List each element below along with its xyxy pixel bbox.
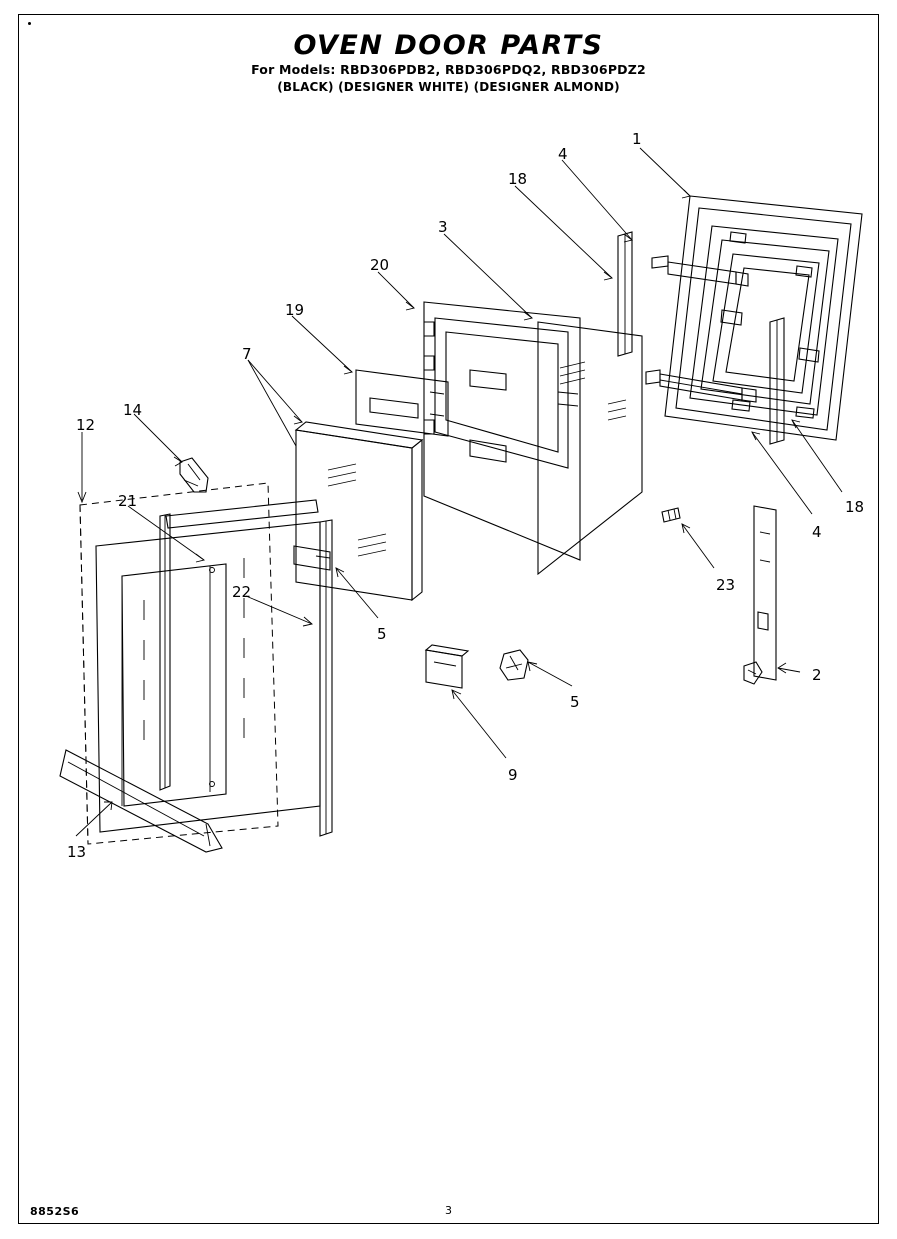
- callout-18-upper: 18: [508, 170, 528, 188]
- part-door-handle-upper: [652, 256, 748, 286]
- part-trim-strip-left: [618, 232, 632, 356]
- part-hinge-2: [744, 506, 776, 684]
- callout-7: 7: [242, 345, 252, 363]
- callout-5-left: 5: [377, 625, 387, 643]
- part-clip-14: [180, 458, 208, 492]
- callout-5-right: 5: [570, 693, 580, 711]
- part-top-rail: [166, 500, 318, 528]
- part-door-handle-front: [60, 750, 222, 852]
- footer-document-code: 8852S6: [30, 1205, 80, 1218]
- callout-9: 9: [508, 766, 518, 784]
- callout-23: 23: [716, 576, 736, 594]
- footer-page-number: 3: [445, 1204, 452, 1217]
- callout-12: 12: [76, 416, 96, 434]
- callout-14: 14: [123, 401, 143, 419]
- callout-19: 19: [285, 301, 305, 319]
- callout-4-lower: 4: [812, 523, 822, 541]
- part-side-rail-left: [160, 514, 170, 790]
- callout-20: 20: [370, 256, 390, 274]
- part-clip-5: [500, 650, 528, 680]
- callout-3: 3: [438, 218, 448, 236]
- part-inner-door-liner: [424, 302, 580, 560]
- models-line: For Models: RBD306PDB2, RBD306PDQ2, RBD306PDZ2: [251, 62, 646, 77]
- callout-18-lower: 18: [845, 498, 865, 516]
- part-pin-23: [662, 508, 680, 522]
- part-outer-glass: [294, 422, 422, 600]
- callout-1: 1: [632, 130, 642, 148]
- callout-4-upper: 4: [558, 145, 568, 163]
- callout-13: 13: [67, 843, 87, 861]
- part-middle-glass: [538, 322, 642, 574]
- part-door-inner-panel: [96, 522, 320, 832]
- part-bracket-9: [426, 645, 468, 688]
- part-outer-door-panel: [665, 196, 862, 440]
- callout-22: 22: [232, 583, 252, 601]
- part-trim-strip-right: [770, 318, 784, 444]
- callout-21: 21: [118, 492, 138, 510]
- callout-2: 2: [812, 666, 822, 684]
- page-title: OVEN DOOR PARTS: [293, 30, 604, 61]
- finishes-line: (BLACK) (DESIGNER WHITE) (DESIGNER ALMOND): [277, 80, 620, 94]
